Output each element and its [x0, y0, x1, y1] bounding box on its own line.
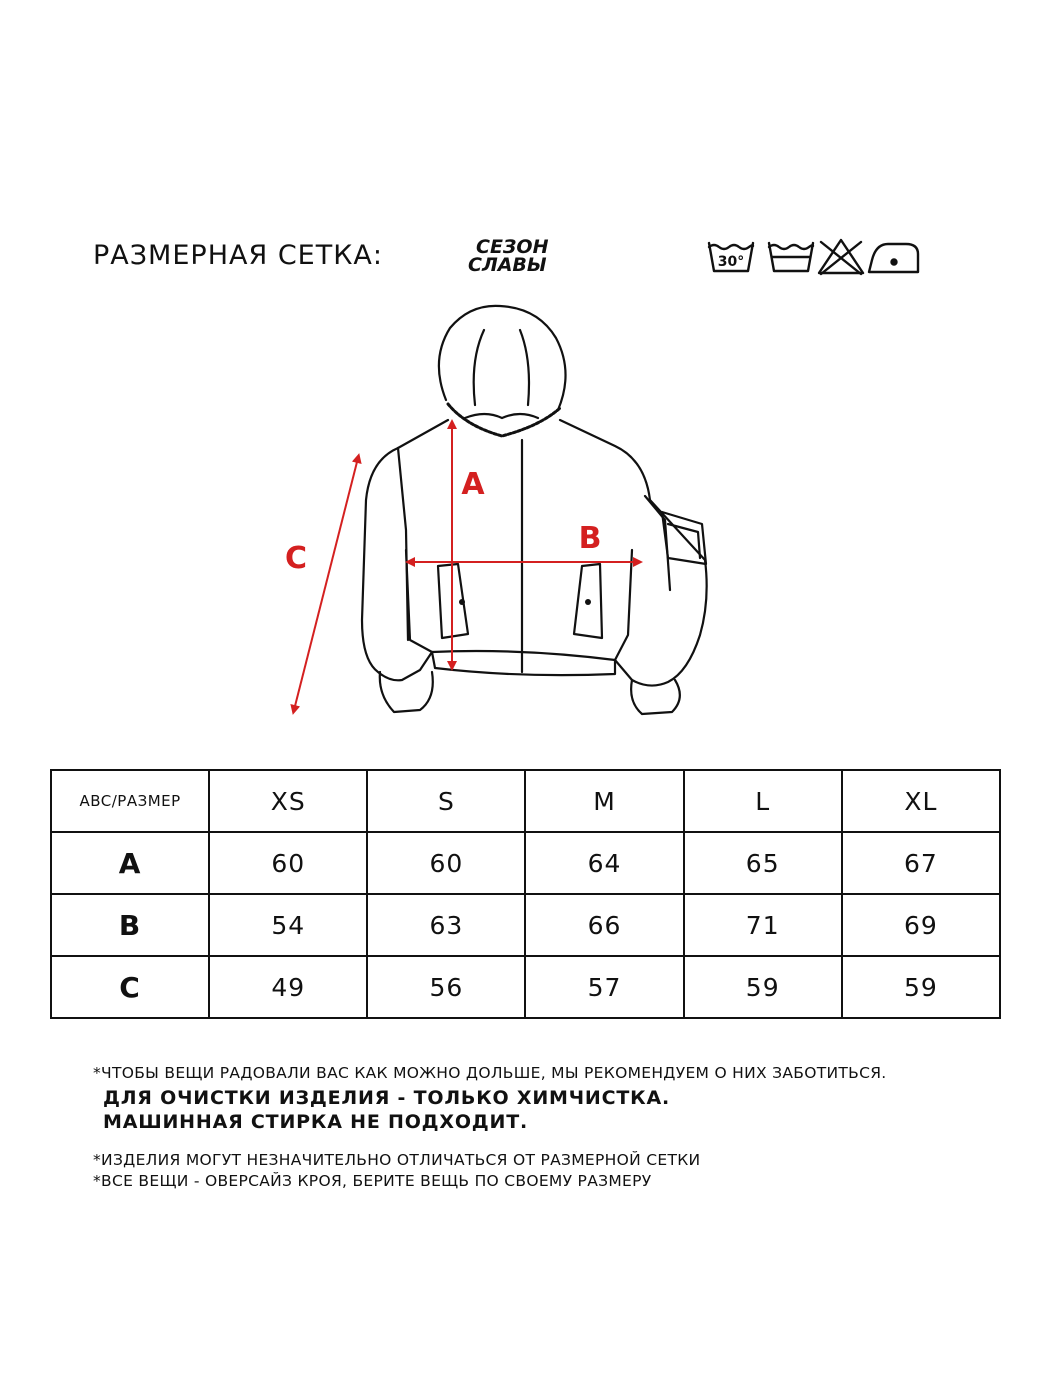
page-title: РАЗМЕРНАЯ СЕТКА:: [93, 240, 383, 271]
table-corner-cell: ABC/РАЗМЕР: [51, 770, 209, 832]
jacket-diagram: [270, 300, 720, 730]
row-label-a: A: [51, 832, 209, 894]
table-row: [51, 956, 1000, 1018]
row-label-b: B: [51, 894, 209, 956]
note-oversize-fit: *ВСЕ ВЕЩИ - ОВЕРСАЙЗ КРОЯ, БЕРИТЕ ВЕЩЬ ПО СВОЕМУ РАЗМЕРУ: [93, 1172, 652, 1190]
table-cell: 56: [367, 956, 525, 1018]
table-header-row: [51, 770, 1000, 832]
table-cell: 65: [684, 832, 842, 894]
note-no-machine-wash: МАШИННАЯ СТИРКА НЕ ПОДХОДИТ.: [103, 1111, 528, 1133]
table-cell: 71: [684, 894, 842, 956]
wash-30-icon: [709, 243, 753, 271]
care-notes: [93, 1064, 1013, 1192]
table-row: [51, 832, 1000, 894]
size-header-m: M: [525, 770, 683, 832]
wash-temp-label: 30°: [717, 254, 745, 270]
table-cell: 60: [209, 832, 367, 894]
table-cell: 64: [525, 832, 683, 894]
note-dry-clean-only: ДЛЯ ОЧИСТКИ ИЗДЕЛИЯ - ТОЛЬКО ХИМЧИСТКА.: [103, 1087, 670, 1109]
table-cell: 59: [684, 956, 842, 1018]
measure-line-c: [294, 458, 358, 710]
size-header-xs: XS: [209, 770, 367, 832]
size-header-xl: XL: [842, 770, 1000, 832]
note-care-recommendation: *ЧТОБЫ ВЕЩИ РАДОВАЛИ ВАС КАК МОЖНО ДОЛЬШЕ, МЫ РЕКОМЕНДУЕМ О НИХ ЗАБОТИТЬСЯ.: [93, 1064, 887, 1082]
no-bleach-icon: [819, 240, 863, 274]
brand-logo-line2: СЛАВЫ: [468, 254, 547, 276]
label-a: A: [461, 467, 485, 502]
label-c: C: [284, 541, 308, 576]
table-cell: 60: [367, 832, 525, 894]
brand-logo-line1: СЕЗОН: [476, 236, 549, 258]
table-cell: 67: [842, 832, 1000, 894]
table-cell: 54: [209, 894, 367, 956]
jacket-outline: [362, 306, 707, 714]
hand-wash-icon: [769, 243, 813, 271]
table-row: [51, 894, 1000, 956]
table-cell: 69: [842, 894, 1000, 956]
size-header-s: S: [367, 770, 525, 832]
note-size-variance: *ИЗДЕЛИЯ МОГУТ НЕЗНАЧИТЕЛЬНО ОТЛИЧАТЬСЯ ОТ РАЗМЕРНОЙ СЕТКИ: [93, 1151, 701, 1169]
table-cell: 57: [525, 956, 683, 1018]
size-header-l: L: [684, 770, 842, 832]
table-cell: 63: [367, 894, 525, 956]
label-b: B: [578, 521, 602, 556]
table-cell: 59: [842, 956, 1000, 1018]
care-icons: [706, 236, 921, 278]
iron-low-icon: [869, 244, 918, 272]
table-cell: 49: [209, 956, 367, 1018]
brand-logo: [468, 238, 586, 278]
table-cell: 66: [525, 894, 683, 956]
size-table: [50, 769, 1001, 1019]
row-label-c: C: [51, 956, 209, 1018]
